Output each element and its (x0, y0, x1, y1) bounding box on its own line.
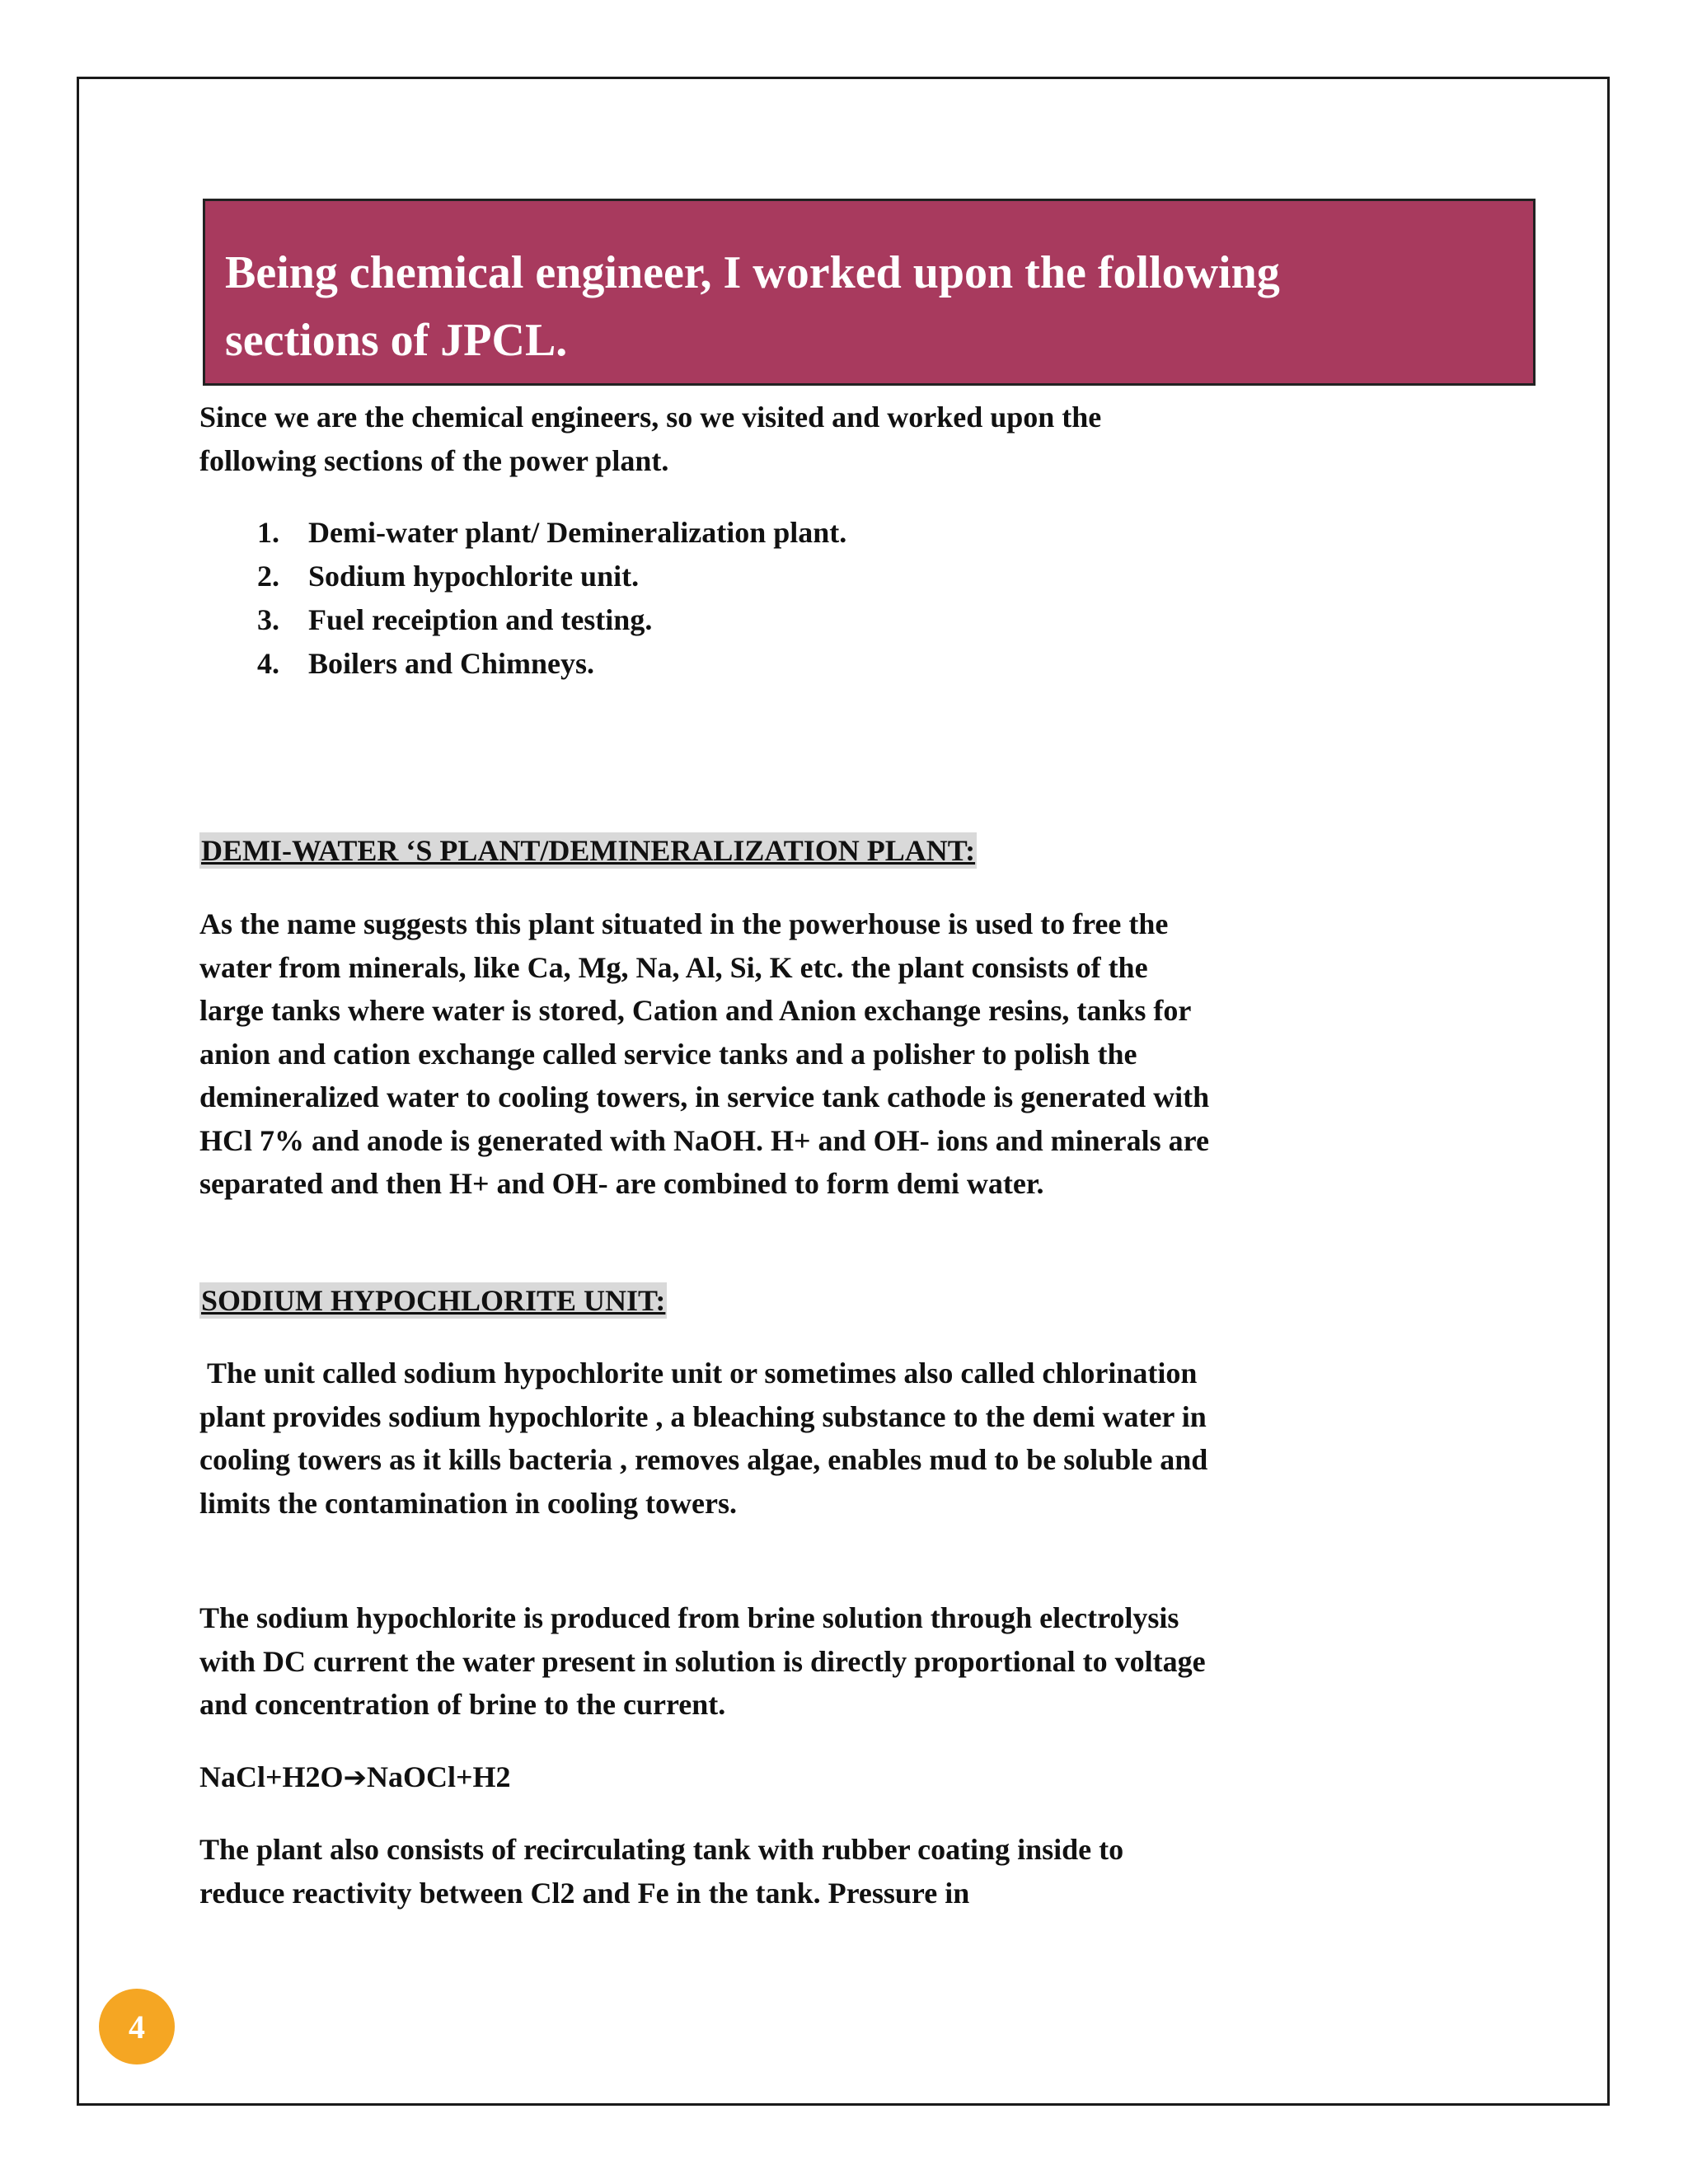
page-number-badge: 4 (99, 1989, 175, 2064)
arrow-icon: ➔ (343, 1761, 368, 1794)
list-item-label: Fuel receiption and testing. (308, 603, 653, 636)
chemical-equation (199, 1755, 1213, 1800)
sodium-paragraph-3: The plant also consists of recirculating tank with rubber coating inside to reduce reactivity between Cl2 and Fe in the tank. Pressure in (199, 1833, 1124, 1910)
title-banner (203, 199, 1536, 386)
list-item (257, 598, 846, 642)
list-number: 1. (257, 516, 279, 549)
list-number: 3. (257, 603, 279, 636)
sections-list (257, 511, 846, 686)
banner-title: Being chemical engineer, I worked upon the following sections of JPCL. (225, 247, 1280, 366)
sodium-hypochlorite-heading: SODIUM HYPOCHLORITE UNIT: (201, 1284, 666, 1317)
list-number: 4. (257, 647, 279, 680)
list-item-label: Demi-water plant/ Demineralization plant. (308, 516, 847, 549)
equation-reactants: NaCl+H2O (199, 1760, 344, 1793)
list-number: 2. (257, 560, 279, 593)
list-item (257, 642, 846, 686)
list-item-label: Boilers and Chimneys. (308, 647, 595, 680)
demi-water-paragraph: As the name suggests this plant situated in the powerhouse is used to free the water from minerals, like Ca, Mg, Na, Al, Si, K etc. the plant consists of the large tanks where water is stored, Cation and Anion exchange resins, tanks for anion and cation exchange called service tanks and a polisher to polish the demineralized water to cooling towers, in service tank cathode is generated with HCl 7% and anode is generated with NaOH. H+ and OH- ions and minerals are separated and then H+ and OH- are combined to form demi water. (199, 907, 1210, 1200)
sodium-paragraph-1: The unit called sodium hypochlorite unit or sometimes also called chlorination plant provides sodium hypochlorite , a bleaching substance to the demi water in cooling towers as it kills bacteria , removes algae, enables mud to be soluble and limits the contamination in cooling towers. (199, 1357, 1216, 1520)
demi-water-heading: DEMI-WATER ‘S PLANT/DEMINERALIZATION PLANT: (201, 834, 976, 867)
list-item (257, 555, 846, 598)
intro-paragraph: Since we are the chemical engineers, so we visited and worked upon the following sections of the power plant. (199, 401, 1102, 477)
sodium-paragraph-2: The sodium hypochlorite is produced from brine solution through electrolysis with DC current the water present in solution is directly proportional to voltage and concentration of brine to the current. (199, 1601, 1206, 1721)
list-item-label: Sodium hypochlorite unit. (308, 560, 640, 593)
list-item (257, 511, 846, 555)
equation-products: NaOCl+H2 (367, 1760, 511, 1793)
